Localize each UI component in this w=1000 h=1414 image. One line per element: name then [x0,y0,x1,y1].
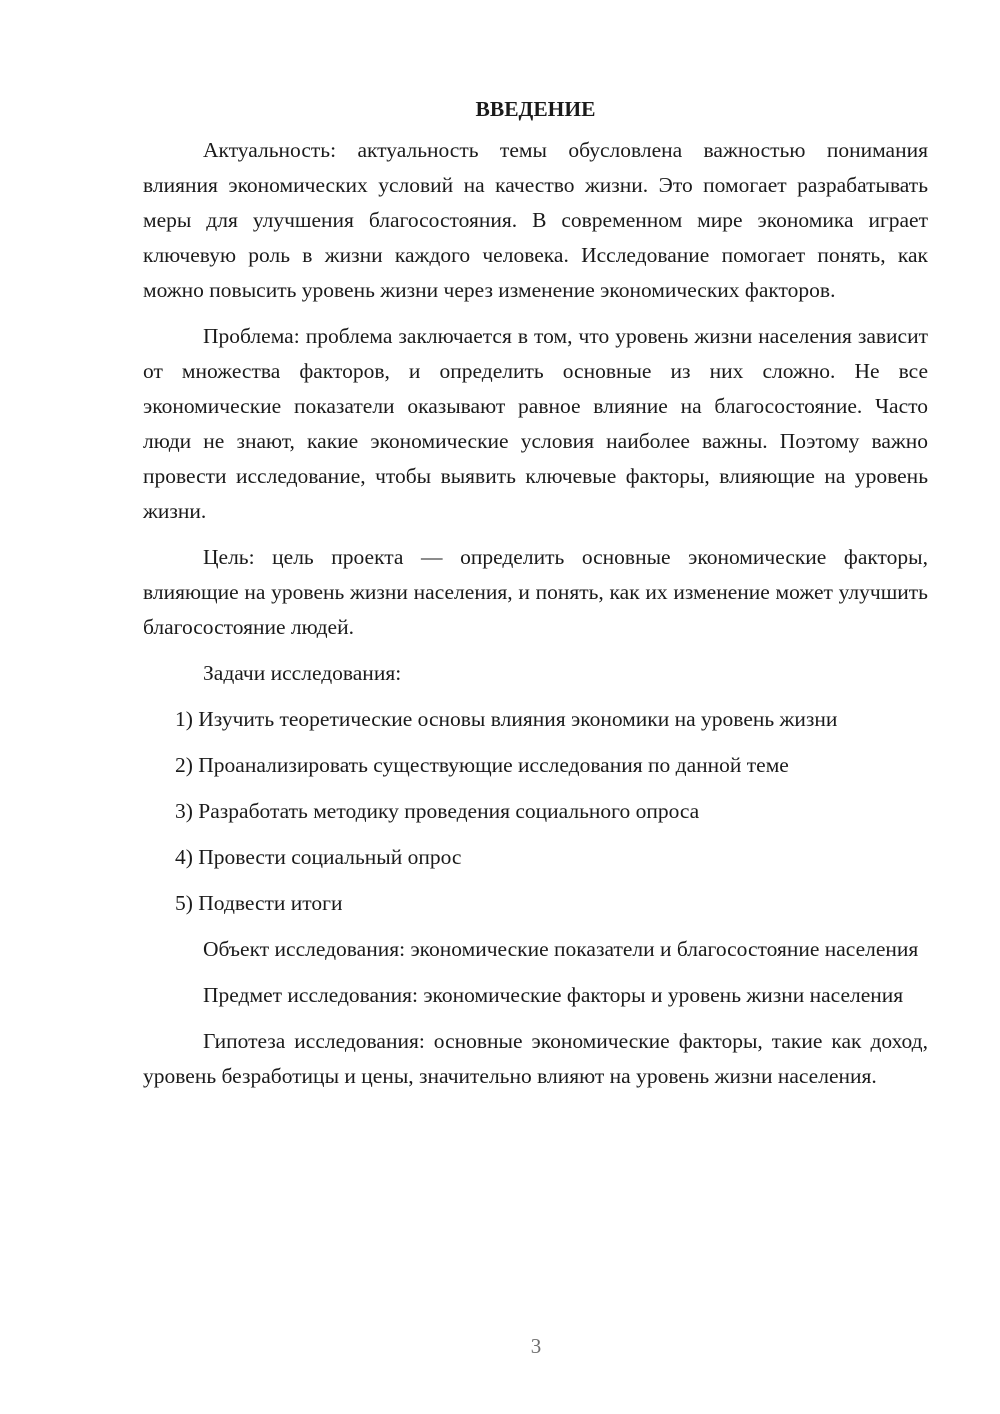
list-item: 2) Проанализировать существующие исследования по данной теме [175,753,789,777]
tasks-list [143,702,928,921]
list-item: 4) Провести социальный опрос [175,845,462,869]
page-title: ВВЕДЕНИЕ [475,97,596,121]
list-item: 5) Подвести итоги [175,891,343,915]
problem-paragraph: Проблема: проблема заключается в том, что уровень жизни населения зависит от множества факторов, и определить основные из них сложно. Не все экономические показатели оказывают равное влияние на благосостояние. Часто люди не знают, какие экономические условия наиболее важны. Поэтому важно провести исследование, чтобы выявить ключевые факторы, влияющие на уровень жизни. [143,324,928,523]
object-paragraph: Объект исследования: экономические показатели и благосостояние населения [203,937,919,961]
tasks-heading: Задачи исследования: [203,661,402,685]
subject-paragraph: Предмет исследования: экономические факторы и уровень жизни населения [203,983,904,1007]
list-item: 1) Изучить теоретические основы влияния экономики на уровень жизни [175,707,838,731]
list-item: 3) Разработать методику проведения социального опроса [175,799,700,823]
document-page [143,92,928,1105]
goal-paragraph: Цель: цель проекта — определить основные экономические факторы, влияющие на уровень жизни населения, и понять, как их изменение может улучшить благосостояние людей. [143,545,928,639]
relevance-paragraph: Актуальность: актуальность темы обусловлена важностью понимания влияния экономических условий на качество жизни. Это помогает разрабатывать меры для улучшения благосостояния. В современном мире экономика играет ключевую роль в жизни каждого человека. Исследование помогает понять, как можно повысить уровень жизни через изменение экономических факторов. [143,138,928,302]
page-number: 3 [530,1334,542,1358]
hypothesis-paragraph: Гипотеза исследования: основные экономические факторы, такие как доход, уровень безработицы и цены, значительно влияют на уровень жизни населения. [143,1029,928,1088]
